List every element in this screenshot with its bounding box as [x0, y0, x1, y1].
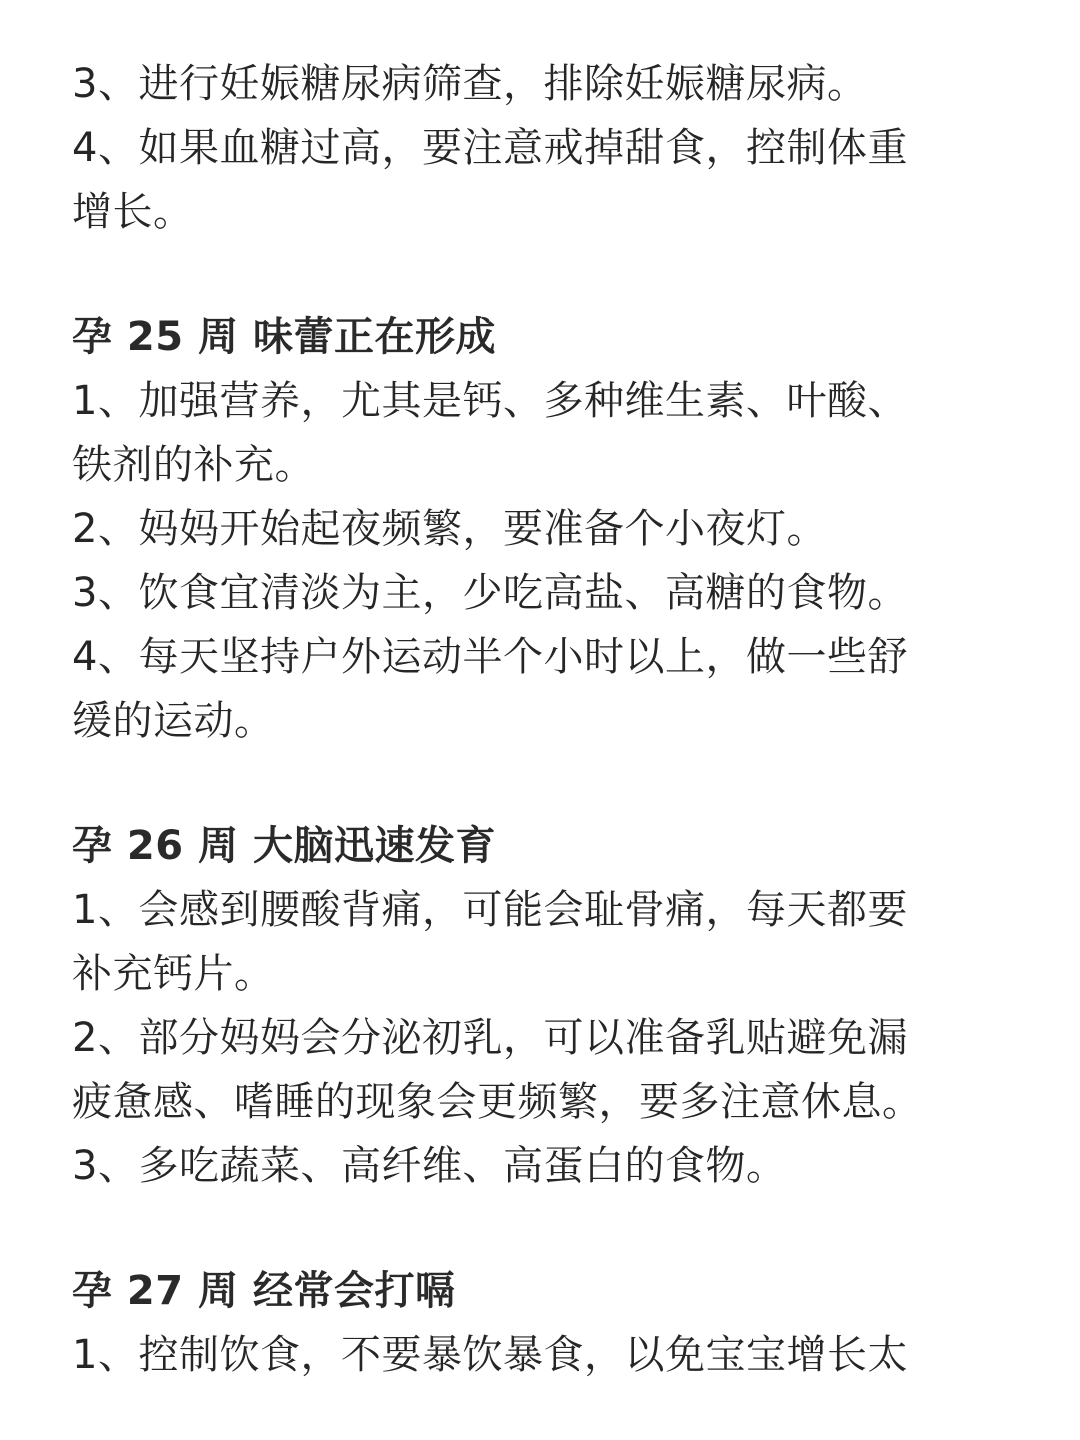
- tip-line: 增长。: [72, 189, 194, 235]
- tip-line: 2、妈妈开始起夜频繁，要准备个小夜灯。: [72, 506, 827, 552]
- section-gap: [72, 1198, 1080, 1259]
- tip-line: 铁剂的补充。: [72, 442, 315, 488]
- tip-line: 4、如果血糖过高，要注意戒掉甜食，控制体重: [72, 125, 908, 171]
- week-26-section: [72, 814, 1080, 1198]
- tip-line: 4、每天坚持户外运动半个小时以上，做一些舒: [72, 634, 908, 680]
- week-25-section: [72, 305, 1080, 753]
- tip-line: 1、控制饮食，不要暴饮暴食，以免宝宝增长太: [72, 1332, 908, 1378]
- tip-line: 3、进行妊娠糖尿病筛查，排除妊娠糖尿病。: [72, 61, 868, 107]
- section-gap: [72, 244, 1080, 305]
- tip-line: 1、加强营养，尤其是钙、多种维生素、叶酸、: [72, 378, 908, 424]
- tip-line: 2、部分妈妈会分泌初乳，可以准备乳贴避免漏: [72, 1015, 908, 1061]
- week-24-tips: [72, 52, 1080, 244]
- tip-line: 3、多吃蔬菜、高纤维、高蛋白的食物。: [72, 1143, 787, 1189]
- tip-line: 补充钙片。: [72, 951, 275, 997]
- tip-line: 疲惫感、嗜睡的现象会更频繁，要多注意休息。: [72, 1079, 923, 1125]
- tip-line: 3、饮食宜清淡为主，少吃高盐、高糖的食物。: [72, 570, 908, 616]
- section-heading: 孕 26 周 大脑迅速发育: [72, 823, 496, 869]
- week-27-section: [72, 1259, 1080, 1387]
- tip-line: 1、会感到腰酸背痛，可能会耻骨痛，每天都要: [72, 887, 908, 933]
- section-heading: 孕 25 周 味蕾正在形成: [72, 314, 496, 360]
- section-heading: 孕 27 周 经常会打嗝: [72, 1268, 456, 1314]
- tip-line: 缓的运动。: [72, 698, 275, 744]
- section-gap: [72, 753, 1080, 814]
